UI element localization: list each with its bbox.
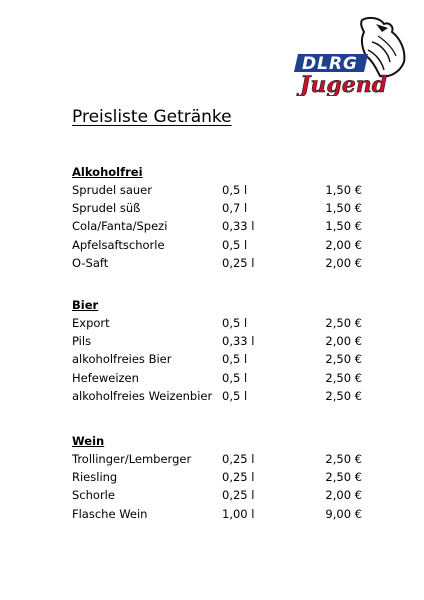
item-name: Apfelsaftschorle	[72, 237, 165, 252]
item-name: Sprudel sauer	[72, 183, 152, 197]
section-heading: Wein	[72, 434, 105, 448]
item-volume: 0,25 l	[222, 470, 255, 485]
item-price: 2,00 €	[325, 255, 362, 270]
item-price: 1,50 €	[325, 219, 362, 234]
list-item	[72, 217, 372, 235]
item-volume: 0,5 l	[222, 388, 248, 403]
item-price: 1,50 €	[325, 183, 362, 197]
section-bier	[72, 296, 372, 405]
eagle-icon	[361, 18, 404, 76]
item-price: 2,00 €	[325, 488, 362, 503]
list-item	[72, 254, 372, 272]
jugend-script: Jugend	[300, 72, 388, 96]
list-item	[72, 505, 372, 523]
item-volume: 0,5 l	[222, 237, 248, 252]
item-volume: 0,25 l	[222, 255, 255, 270]
item-volume: 0,5 l	[222, 183, 248, 197]
item-name: Export	[72, 316, 110, 330]
item-volume: 0,5 l	[222, 316, 248, 330]
item-volume: 0,33 l	[222, 219, 255, 234]
dlrg-jugend-logo	[292, 14, 410, 96]
item-name: Cola/Fanta/Spezi	[72, 219, 168, 234]
list-item	[72, 332, 372, 350]
item-price: 2,00 €	[325, 237, 362, 252]
item-price: 2,50 €	[325, 452, 362, 466]
item-price: 2,50 €	[325, 388, 362, 403]
item-price: 2,50 €	[325, 370, 362, 385]
item-volume: 0,7 l	[222, 201, 248, 216]
item-name: Pils	[72, 334, 92, 349]
item-volume: 0,25 l	[222, 452, 255, 466]
list-item	[72, 468, 372, 486]
item-volume: 0,33 l	[222, 334, 255, 349]
item-price: 1,50 €	[325, 201, 362, 216]
item-volume: 1,00 l	[222, 506, 255, 521]
list-item	[72, 199, 372, 217]
list-item	[72, 450, 372, 468]
section-heading: Bier	[72, 298, 99, 312]
item-price: 2,50 €	[325, 352, 362, 367]
item-name: Flasche Wein	[72, 506, 148, 521]
list-item	[72, 369, 372, 387]
item-name: alkoholfreies Bier	[72, 352, 172, 367]
item-price: 2,50 €	[325, 316, 362, 330]
item-price: 9,00 €	[325, 506, 362, 521]
section-alkoholfrei	[72, 163, 372, 272]
list-item	[72, 486, 372, 504]
item-name: Sprudel süß	[72, 201, 141, 216]
list-item	[72, 314, 372, 332]
item-name: Hefeweizen	[72, 370, 139, 385]
item-name: alkoholfreies Weizenbier	[72, 388, 213, 403]
svg-text:DLRG: DLRG	[302, 54, 358, 74]
item-volume: 0,5 l	[222, 352, 248, 367]
item-name: Schorle	[72, 488, 115, 503]
list-item	[72, 350, 372, 368]
item-volume: 0,25 l	[222, 488, 255, 503]
item-name: O-Saft	[72, 255, 109, 270]
item-name: Trollinger/Lemberger	[72, 452, 192, 466]
list-item	[72, 236, 372, 254]
item-volume: 0,5 l	[222, 370, 248, 385]
page-title: Preisliste Getränke	[72, 107, 232, 127]
list-item	[72, 181, 372, 199]
section-heading: Alkoholfrei	[72, 165, 143, 179]
section-wein	[72, 432, 372, 523]
item-price: 2,50 €	[325, 470, 362, 485]
dlrg-wordmark	[294, 54, 368, 74]
list-item	[72, 387, 372, 405]
item-price: 2,00 €	[325, 334, 362, 349]
item-name: Riesling	[72, 470, 118, 485]
